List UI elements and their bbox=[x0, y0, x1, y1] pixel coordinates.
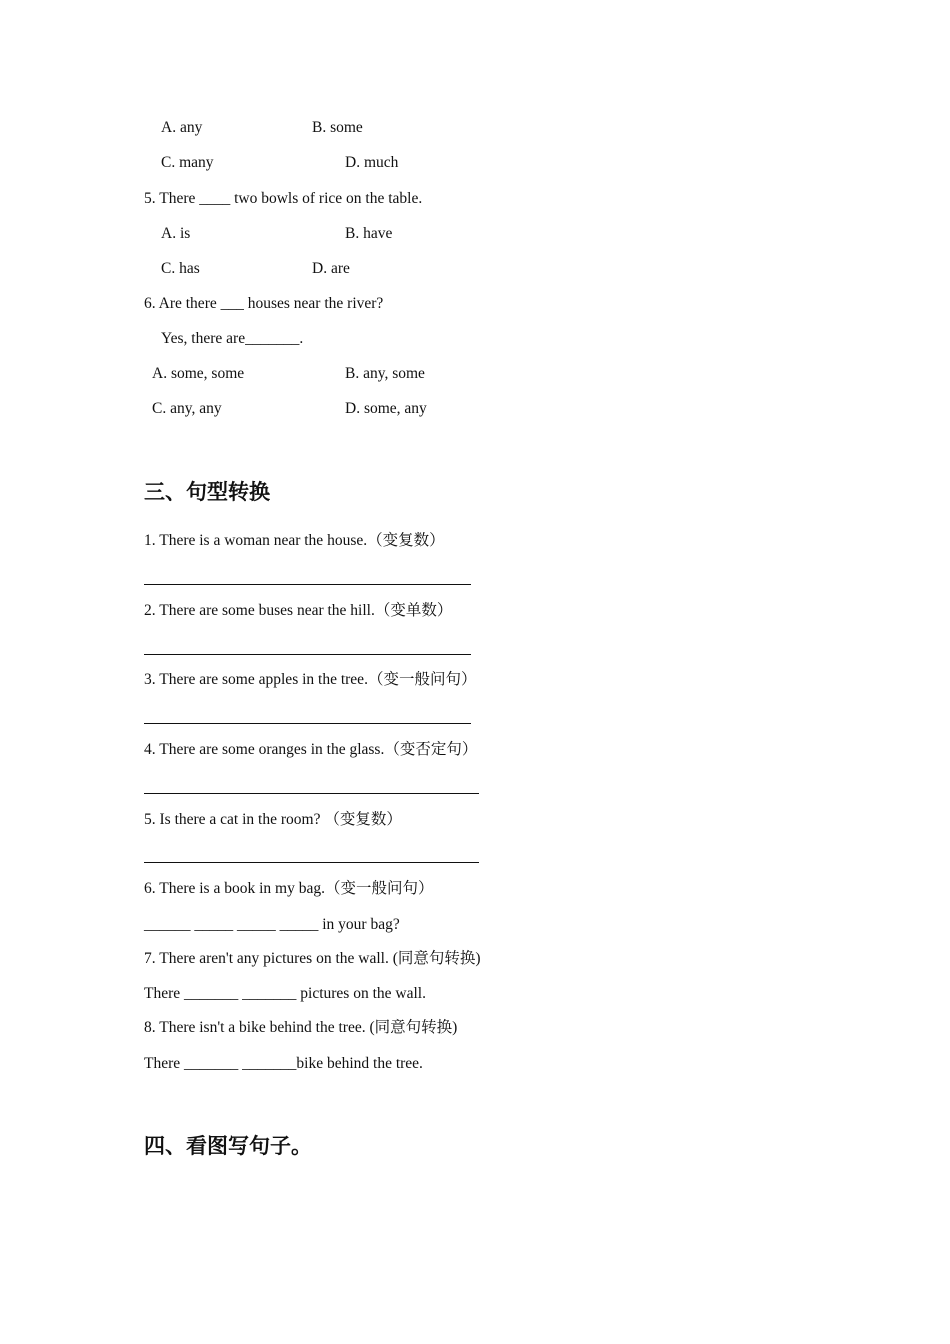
q6-answer-line: Yes, there are_______. bbox=[161, 330, 304, 347]
s3-item-2: 2. There are some buses near the hill.（变单数） bbox=[144, 602, 453, 619]
q5-option-b: B. have bbox=[345, 225, 393, 242]
q6-option-d: D. some, any bbox=[345, 400, 427, 417]
q5-option-a: A. is bbox=[161, 225, 191, 242]
q5-stem: 5. There ____ two bowls of rice on the table. bbox=[144, 190, 423, 207]
s3-answer-line-1[interactable] bbox=[144, 584, 471, 585]
s3-item-1: 1. There is a woman near the house.（变复数） bbox=[144, 532, 445, 549]
s3-item-6: 6. There is a book in my bag.（变一般问句） bbox=[144, 880, 434, 897]
s3-fill-8: There _______ _______bike behind the tree. bbox=[144, 1055, 423, 1072]
s3-answer-line-4[interactable] bbox=[144, 793, 479, 794]
s3-item-7: 7. There aren't any pictures on the wall. (同意句转换) bbox=[144, 950, 481, 967]
q4-option-a: A. any bbox=[161, 119, 203, 136]
s3-item-8: 8. There isn't a bike behind the tree. (同意句转换) bbox=[144, 1019, 458, 1036]
section4-title: 四、看图写句子。 bbox=[144, 1133, 312, 1158]
q4-option-b: B. some bbox=[312, 119, 363, 136]
s3-item-4: 4. There are some oranges in the glass.（变否定句） bbox=[144, 741, 478, 758]
q6-option-b: B. any, some bbox=[345, 365, 425, 382]
s3-item-5: 5. Is there a cat in the room? （变复数） bbox=[144, 811, 402, 828]
s3-item-3: 3. There are some apples in the tree.（变一般问句） bbox=[144, 671, 477, 688]
q4-option-d: D. much bbox=[345, 154, 399, 171]
q6-stem: 6. Are there ___ houses near the river? bbox=[144, 295, 384, 312]
s3-fill-7: There _______ _______ pictures on the wall. bbox=[144, 985, 426, 1002]
s3-fill-6: ______ _____ _____ _____ in your bag? bbox=[144, 916, 400, 933]
s3-answer-line-3[interactable] bbox=[144, 723, 471, 724]
q6-option-a: A. some, some bbox=[152, 365, 245, 382]
q5-option-d: D. are bbox=[312, 260, 350, 277]
q6-option-c: C. any, any bbox=[152, 400, 222, 417]
s3-answer-line-5[interactable] bbox=[144, 862, 479, 863]
q5-option-c: C. has bbox=[161, 260, 200, 277]
s3-answer-line-2[interactable] bbox=[144, 654, 471, 655]
q4-option-c: C. many bbox=[161, 154, 214, 171]
section3-title: 三、句型转换 bbox=[144, 479, 270, 504]
